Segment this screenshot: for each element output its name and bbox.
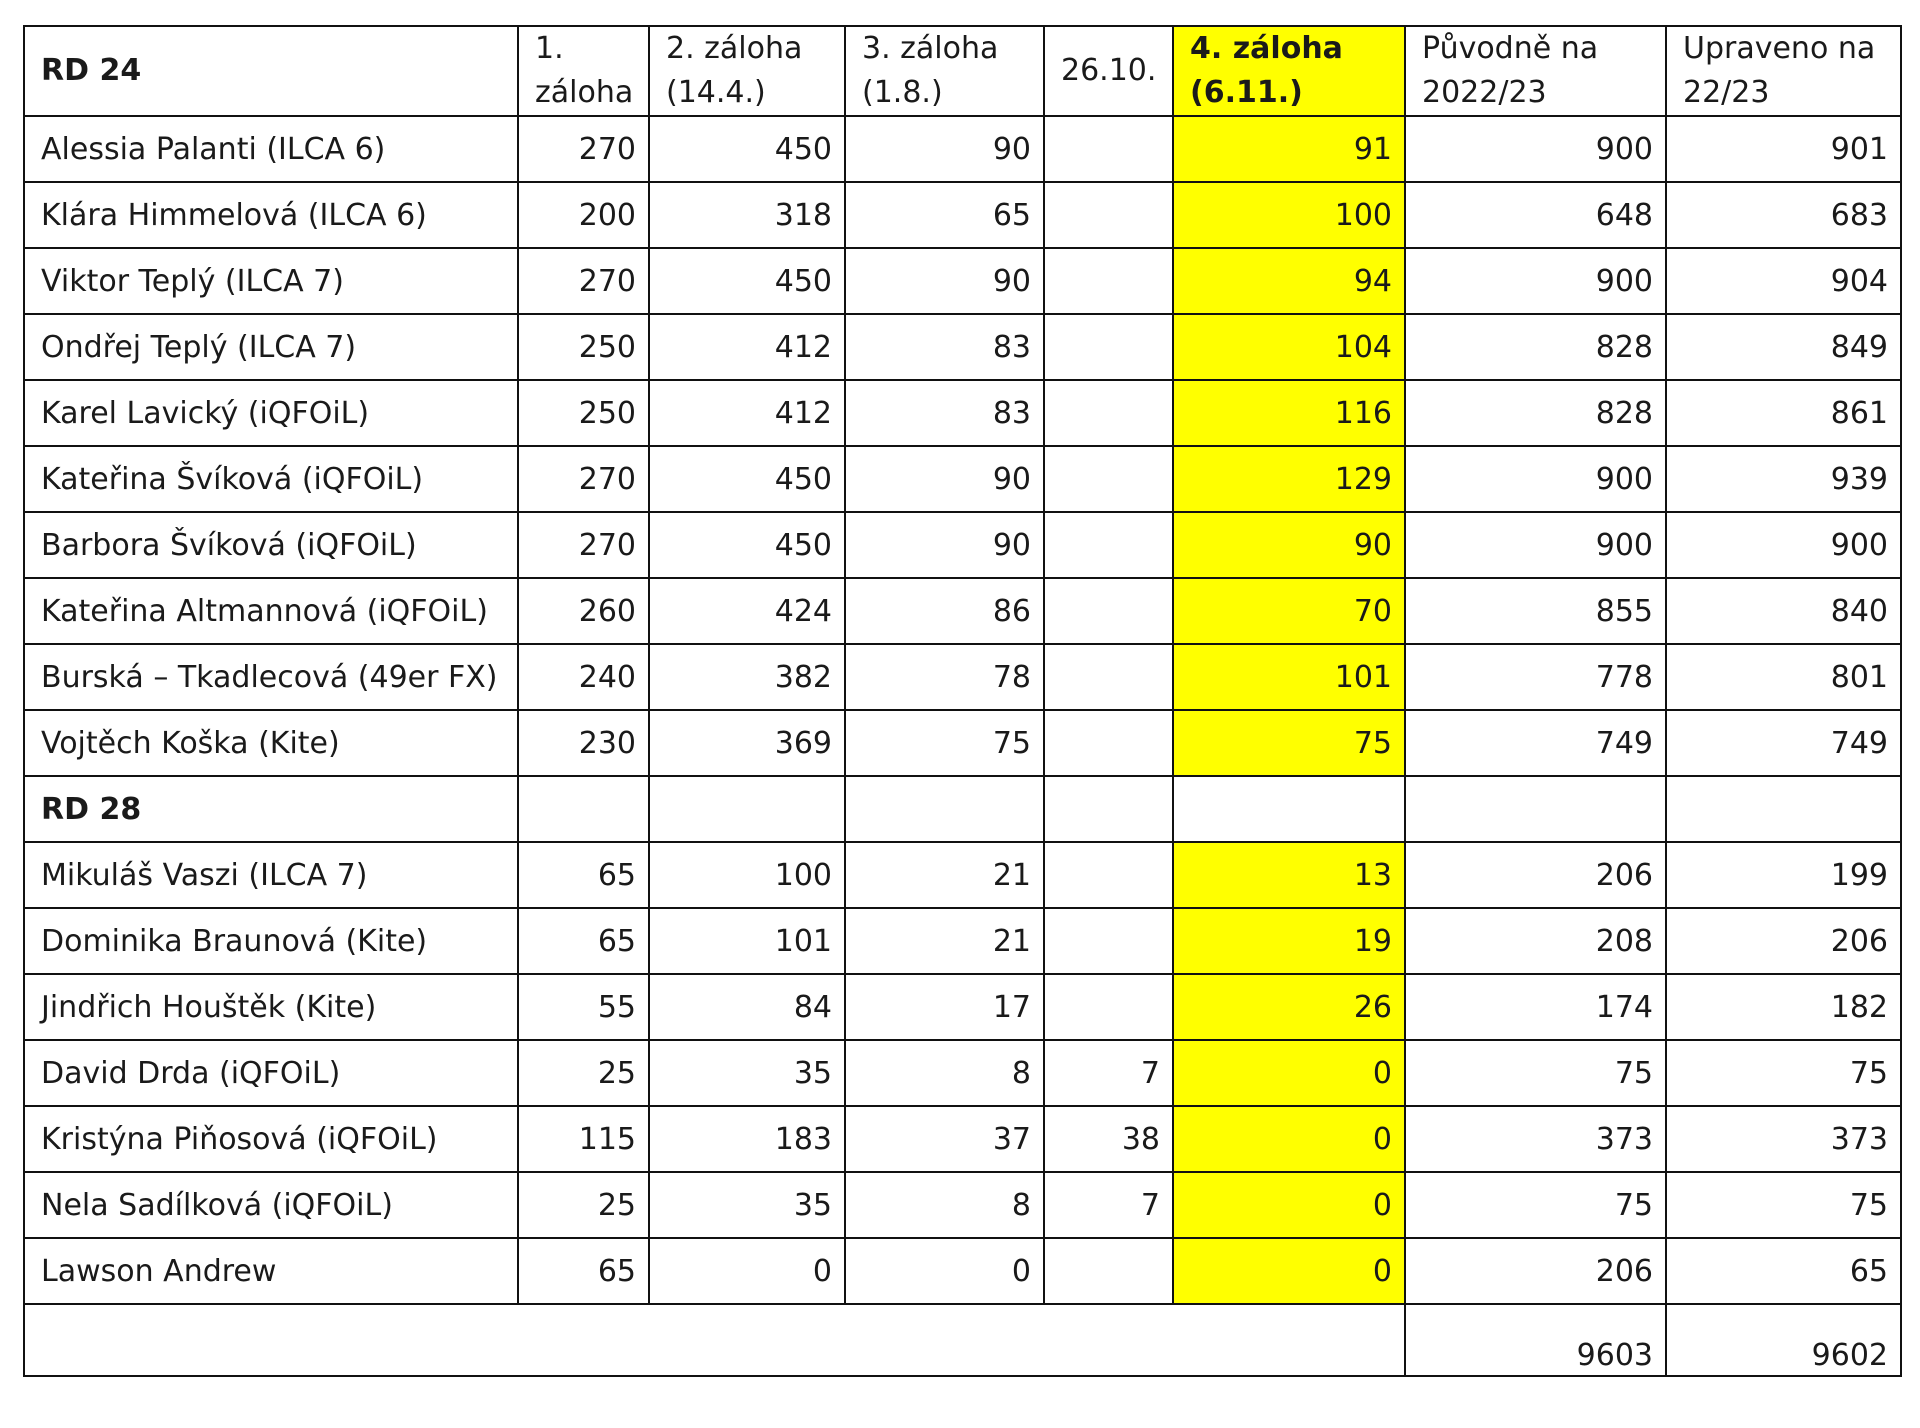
advance-1-cell: 25: [518, 1040, 649, 1106]
table-row: [24, 1238, 1901, 1304]
table-row: [24, 446, 1901, 512]
empty-cell: [518, 776, 649, 842]
totals-spacer: [24, 1304, 1405, 1376]
totals-row: [24, 1304, 1901, 1376]
advance-3-cell: 90: [845, 446, 1044, 512]
empty-cell: [649, 776, 845, 842]
total-original: 9603: [1405, 1304, 1666, 1376]
advance-4-cell: 129: [1173, 446, 1405, 512]
adjusted-total-cell: 901: [1666, 116, 1901, 182]
advance-2-cell: 100: [649, 842, 845, 908]
adjusted-total-cell: 182: [1666, 974, 1901, 1040]
advance-3-cell: 83: [845, 380, 1044, 446]
athlete-name: Karel Lavický (iQFOiL): [24, 380, 518, 446]
table-row: [24, 578, 1901, 644]
advance-2-cell: 318: [649, 182, 845, 248]
athlete-name: Barbora Švíková (iQFOiL): [24, 512, 518, 578]
advance-2-cell: 450: [649, 248, 845, 314]
advance-3-cell: 8: [845, 1172, 1044, 1238]
advance-3-cell: 86: [845, 578, 1044, 644]
advance-1-cell: 230: [518, 710, 649, 776]
adjusted-total-cell: 840: [1666, 578, 1901, 644]
original-total-cell: 900: [1405, 512, 1666, 578]
original-total-cell: 174: [1405, 974, 1666, 1040]
advance-4-cell: 19: [1173, 908, 1405, 974]
original-total-cell: 648: [1405, 182, 1666, 248]
date-2610-cell: [1044, 380, 1173, 446]
athlete-name: Kateřina Švíková (iQFOiL): [24, 446, 518, 512]
advance-3-cell: 75: [845, 710, 1044, 776]
date-2610-cell: [1044, 512, 1173, 578]
date-2610-cell: [1044, 842, 1173, 908]
table-row: [24, 314, 1901, 380]
advance-1-cell: 270: [518, 248, 649, 314]
athlete-name: Jindřich Houštěk (Kite): [24, 974, 518, 1040]
advance-3-cell: 8: [845, 1040, 1044, 1106]
advance-3-cell: 90: [845, 248, 1044, 314]
advance-2-cell: 382: [649, 644, 845, 710]
advance-3-cell: 37: [845, 1106, 1044, 1172]
original-total-cell: 900: [1405, 248, 1666, 314]
athlete-name: Ondřej Teplý (ILCA 7): [24, 314, 518, 380]
advance-3-cell: 90: [845, 512, 1044, 578]
advance-1-cell: 55: [518, 974, 649, 1040]
advance-4-cell: 0: [1173, 1238, 1405, 1304]
advance-2-cell: 424: [649, 578, 845, 644]
advance-1-cell: 270: [518, 446, 649, 512]
advance-2-cell: 35: [649, 1040, 845, 1106]
advance-3-cell: 0: [845, 1238, 1044, 1304]
empty-cell: [1666, 776, 1901, 842]
table-row: [24, 842, 1901, 908]
athlete-name: David Drda (iQFOiL): [24, 1040, 518, 1106]
athlete-name: Kristýna Piňosová (iQFOiL): [24, 1106, 518, 1172]
advance-3-cell: 83: [845, 314, 1044, 380]
original-total-cell: 75: [1405, 1040, 1666, 1106]
advance-1-cell: 65: [518, 842, 649, 908]
advance-2-cell: 450: [649, 116, 845, 182]
group-label-rd28: RD 28: [24, 776, 518, 842]
header-date-2610: 26.10.: [1044, 26, 1173, 116]
original-total-cell: 900: [1405, 116, 1666, 182]
athlete-name: Alessia Palanti (ILCA 6): [24, 116, 518, 182]
advance-4-cell: 100: [1173, 182, 1405, 248]
total-adjusted: 9602: [1666, 1304, 1901, 1376]
advance-2-cell: 84: [649, 974, 845, 1040]
athlete-name: Burská – Tkadlecová (49er FX): [24, 644, 518, 710]
table-row: [24, 1106, 1901, 1172]
empty-cell: [1405, 776, 1666, 842]
advance-2-cell: 412: [649, 314, 845, 380]
advance-4-cell: 26: [1173, 974, 1405, 1040]
advance-4-cell: 91: [1173, 116, 1405, 182]
table-row: [24, 116, 1901, 182]
athlete-name: Lawson Andrew: [24, 1238, 518, 1304]
advance-2-cell: 450: [649, 512, 845, 578]
table-row: [24, 644, 1901, 710]
table-row: [24, 974, 1901, 1040]
table-row: [24, 908, 1901, 974]
advance-1-cell: 260: [518, 578, 649, 644]
empty-cell: [845, 776, 1044, 842]
adjusted-total-cell: 900: [1666, 512, 1901, 578]
athlete-name: Klára Himmelová (ILCA 6): [24, 182, 518, 248]
adjusted-total-cell: 904: [1666, 248, 1901, 314]
advance-1-cell: 25: [518, 1172, 649, 1238]
table-row: [24, 1040, 1901, 1106]
original-total-cell: 778: [1405, 644, 1666, 710]
original-total-cell: 855: [1405, 578, 1666, 644]
header-advance-3: 3. záloha (1.8.): [845, 26, 1044, 116]
date-2610-cell: [1044, 908, 1173, 974]
advance-1-cell: 240: [518, 644, 649, 710]
date-2610-cell: [1044, 710, 1173, 776]
header-adjusted-total: Upraveno na 22/23: [1666, 26, 1901, 116]
advance-3-cell: 17: [845, 974, 1044, 1040]
adjusted-total-cell: 749: [1666, 710, 1901, 776]
adjusted-total-cell: 75: [1666, 1172, 1901, 1238]
adjusted-total-cell: 65: [1666, 1238, 1901, 1304]
advance-4-cell: 94: [1173, 248, 1405, 314]
advance-2-cell: 0: [649, 1238, 845, 1304]
athlete-name: Nela Sadílková (iQFOiL): [24, 1172, 518, 1238]
header-original-total: Původně na 2022/23: [1405, 26, 1666, 116]
original-total-cell: 75: [1405, 1172, 1666, 1238]
advance-2-cell: 450: [649, 446, 845, 512]
advance-1-cell: 115: [518, 1106, 649, 1172]
advance-1-cell: 200: [518, 182, 649, 248]
advance-3-cell: 90: [845, 116, 1044, 182]
advance-payments-table: [23, 25, 1902, 1377]
advance-4-cell: 101: [1173, 644, 1405, 710]
advance-4-cell: 13: [1173, 842, 1405, 908]
adjusted-total-cell: 861: [1666, 380, 1901, 446]
original-total-cell: 828: [1405, 380, 1666, 446]
adjusted-total-cell: 849: [1666, 314, 1901, 380]
athlete-name: Dominika Braunová (Kite): [24, 908, 518, 974]
advance-3-cell: 78: [845, 644, 1044, 710]
table-row: [24, 380, 1901, 446]
header-row: [24, 26, 1901, 116]
advance-4-cell: 104: [1173, 314, 1405, 380]
header-advance-1: 1. záloha: [518, 26, 649, 116]
advance-2-cell: 183: [649, 1106, 845, 1172]
athlete-name: Kateřina Altmannová (iQFOiL): [24, 578, 518, 644]
athlete-name: Mikuláš Vaszi (ILCA 7): [24, 842, 518, 908]
date-2610-cell: [1044, 248, 1173, 314]
original-total-cell: 900: [1405, 446, 1666, 512]
advance-4-cell: 0: [1173, 1106, 1405, 1172]
advance-4-cell: 0: [1173, 1172, 1405, 1238]
table-row: [24, 248, 1901, 314]
date-2610-cell: [1044, 1238, 1173, 1304]
advance-1-cell: 250: [518, 314, 649, 380]
section-row: [24, 776, 1901, 842]
athlete-name: Viktor Teplý (ILCA 7): [24, 248, 518, 314]
original-total-cell: 749: [1405, 710, 1666, 776]
table-row: [24, 182, 1901, 248]
original-total-cell: 206: [1405, 842, 1666, 908]
advance-4-cell: 90: [1173, 512, 1405, 578]
adjusted-total-cell: 373: [1666, 1106, 1901, 1172]
empty-cell: [1044, 776, 1173, 842]
table-row: [24, 512, 1901, 578]
original-total-cell: 828: [1405, 314, 1666, 380]
advance-2-cell: 101: [649, 908, 845, 974]
adjusted-total-cell: 939: [1666, 446, 1901, 512]
advance-1-cell: 65: [518, 908, 649, 974]
adjusted-total-cell: 75: [1666, 1040, 1901, 1106]
date-2610-cell: 38: [1044, 1106, 1173, 1172]
advance-1-cell: 250: [518, 380, 649, 446]
adjusted-total-cell: 206: [1666, 908, 1901, 974]
date-2610-cell: [1044, 314, 1173, 380]
empty-cell: [1173, 776, 1405, 842]
advance-4-cell: 116: [1173, 380, 1405, 446]
table-row: [24, 710, 1901, 776]
date-2610-cell: 7: [1044, 1172, 1173, 1238]
date-2610-cell: 7: [1044, 1040, 1173, 1106]
header-advance-2: 2. záloha (14.4.): [649, 26, 845, 116]
advance-3-cell: 65: [845, 182, 1044, 248]
date-2610-cell: [1044, 446, 1173, 512]
advance-2-cell: 412: [649, 380, 845, 446]
advance-4-cell: 0: [1173, 1040, 1405, 1106]
adjusted-total-cell: 801: [1666, 644, 1901, 710]
advance-1-cell: 270: [518, 512, 649, 578]
original-total-cell: 206: [1405, 1238, 1666, 1304]
group-label-rd24: RD 24: [24, 26, 518, 116]
header-advance-4: 4. záloha (6.11.): [1173, 26, 1405, 116]
original-total-cell: 208: [1405, 908, 1666, 974]
advance-4-cell: 70: [1173, 578, 1405, 644]
date-2610-cell: [1044, 182, 1173, 248]
adjusted-total-cell: 683: [1666, 182, 1901, 248]
advance-1-cell: 65: [518, 1238, 649, 1304]
table-row: [24, 1172, 1901, 1238]
date-2610-cell: [1044, 116, 1173, 182]
original-total-cell: 373: [1405, 1106, 1666, 1172]
advance-2-cell: 369: [649, 710, 845, 776]
advance-3-cell: 21: [845, 842, 1044, 908]
advance-2-cell: 35: [649, 1172, 845, 1238]
advance-1-cell: 270: [518, 116, 649, 182]
advance-4-cell: 75: [1173, 710, 1405, 776]
date-2610-cell: [1044, 974, 1173, 1040]
date-2610-cell: [1044, 644, 1173, 710]
athlete-name: Vojtěch Koška (Kite): [24, 710, 518, 776]
adjusted-total-cell: 199: [1666, 842, 1901, 908]
advance-3-cell: 21: [845, 908, 1044, 974]
date-2610-cell: [1044, 578, 1173, 644]
